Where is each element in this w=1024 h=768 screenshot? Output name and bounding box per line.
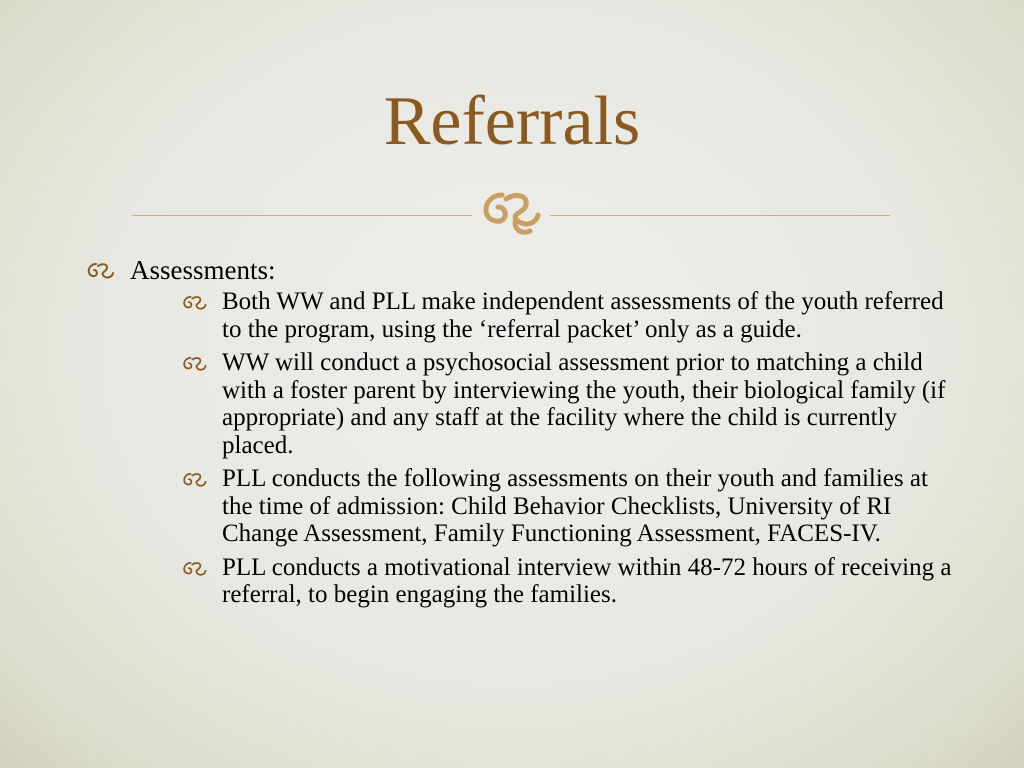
list-item: [130, 554, 954, 609]
fleuron-ornament-icon: [472, 185, 550, 239]
title-divider: [132, 215, 890, 216]
fleuron-bullet-icon: [180, 470, 210, 490]
list-item: [130, 465, 954, 548]
slide-title: Referrals: [383, 83, 641, 160]
content-body: [84, 254, 954, 615]
list-item-text: PLL conducts the following assessments on their youth and families at the time of admission: Child Behavior Checklists, University of RI Change Assessment, Family Functioning Assessment, FACES-IV.: [222, 465, 928, 547]
list-item-text: WW will conduct a psychosocial assessment prior to matching a child with a foster parent by interviewing the youth, their biological family (if appropriate) and any staff at the facility where the child is currently placed.: [222, 349, 946, 459]
list-item: [130, 288, 954, 343]
bullet-item-assessments: [84, 254, 954, 609]
fleuron-bullet-icon: [180, 293, 210, 313]
assessments-heading: Assessments:: [130, 255, 276, 285]
divider-line-right: [550, 215, 890, 216]
fleuron-bullet-icon: [180, 354, 210, 374]
fleuron-bullet-icon: [84, 260, 118, 282]
divider-line-left: [132, 215, 472, 216]
list-item-text: Both WW and PLL make independent assessments of the youth referred to the program, using the ‘referral packet’ only as a guide.: [222, 288, 944, 343]
list-item: [130, 349, 954, 459]
fleuron-bullet-icon: [180, 559, 210, 579]
list-item-text: PLL conducts a motivational interview within 48-72 hours of receiving a referral, to begin engaging the families.: [222, 553, 952, 608]
assessment-sublist: [130, 288, 954, 609]
